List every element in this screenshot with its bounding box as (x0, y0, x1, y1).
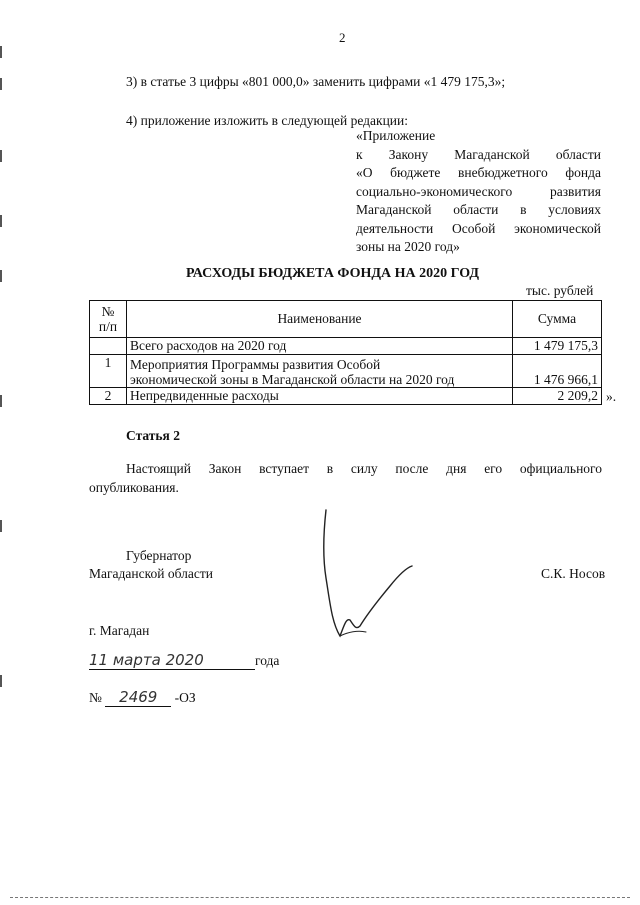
cell-sum: 1 476 966,1 (513, 355, 602, 388)
article-body-line: опубликования. (89, 480, 179, 495)
date-handwritten: 11 марта 2020 (89, 651, 204, 669)
cell-sum: 2 209,2 (513, 388, 602, 405)
date-suffix: года (255, 653, 280, 668)
budget-table (89, 300, 602, 405)
article-body-line: Настоящий Закон вступает в силу после дня его официального (126, 461, 602, 476)
appendix-line: Магаданской области в условиях (356, 202, 601, 217)
table-title: РАСХОДЫ БЮДЖЕТА ФОНДА НА 2020 ГОД (186, 266, 480, 281)
number-handwritten: 2469 (119, 688, 158, 706)
cell-num: 1 (90, 355, 127, 388)
amendment-item-3: 3) в статье 3 цифры «801 000,0» заменить цифрами «1 479 175,3»; (126, 74, 506, 89)
cell-num (90, 338, 127, 355)
header-sum: Сумма (513, 301, 602, 338)
header-name: Наименование (127, 301, 513, 338)
table-row (90, 388, 602, 405)
handwritten-signature (318, 508, 418, 643)
bottom-scan-edge (10, 897, 630, 899)
cell-num: 2 (90, 388, 127, 405)
number-suffix: -ОЗ (174, 690, 196, 705)
appendix-header (356, 127, 601, 257)
table-row (90, 355, 602, 388)
closing-quote: ». (606, 389, 617, 404)
amendment-item-4: 4) приложение изложить в следующей редакции: (126, 113, 409, 128)
cell-sum: 1 479 175,3 (513, 338, 602, 355)
city: г. Магадан (89, 623, 150, 638)
appendix-line: к Закону Магаданской области (356, 146, 601, 162)
cell-name: Всего расходов на 2020 год (127, 338, 513, 355)
table-header-row (90, 301, 602, 338)
cell-name-line: экономической зоны в Магаданской области на 2020 год (130, 372, 455, 387)
number-underline (105, 688, 171, 707)
governor-region: Магаданской области (89, 566, 213, 581)
cell-name-line: Мероприятия Программы развития Особой (130, 357, 381, 372)
header-num-label: п/п (98, 319, 118, 334)
appendix-line: социально-экономического развития (356, 183, 601, 199)
article-heading: Статья 2 (126, 428, 180, 443)
header-num (90, 301, 127, 338)
appendix-line: деятельности Особой экономической (356, 220, 601, 236)
appendix-line: «Приложение (356, 128, 436, 143)
cell-name (127, 355, 513, 388)
page-number: 2 (339, 30, 346, 45)
appendix-line: зоны на 2020 год» (356, 239, 460, 254)
signing-date (89, 651, 279, 670)
date-underline (89, 651, 255, 670)
law-number (89, 688, 196, 707)
cell-name: Непредвиденные расходы (127, 388, 513, 405)
table-row (90, 338, 602, 355)
left-margin-marks (0, 0, 4, 905)
table-units: тыс. рублей (526, 283, 594, 298)
appendix-line: «О бюджете внебюджетного фонда (356, 165, 601, 180)
signer-name: С.К. Носов (541, 566, 606, 581)
number-prefix: № (89, 690, 102, 705)
article-body (89, 459, 602, 497)
governor-title: Губернатор (126, 548, 192, 563)
header-num-symbol: № (101, 304, 115, 319)
